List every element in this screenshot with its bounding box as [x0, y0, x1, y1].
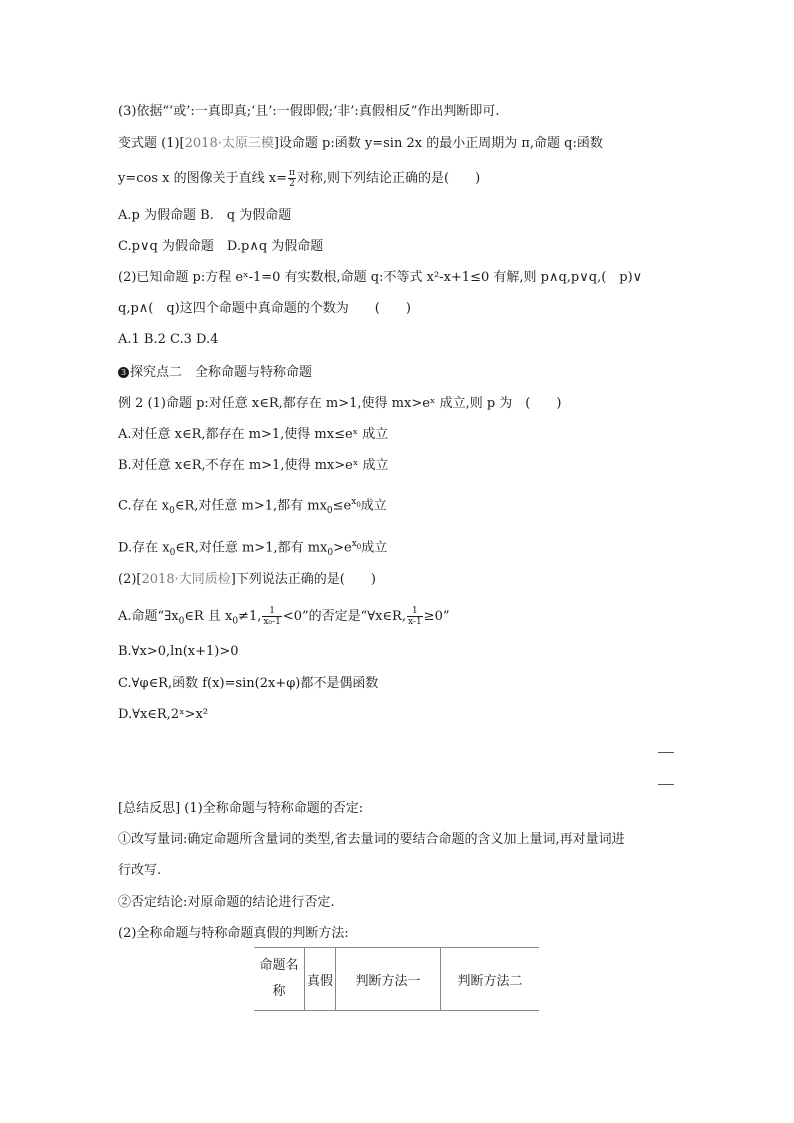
example2-option-c: C.存在 $x_0\in R$,对任意 m>1,都有 $mx_0\le e^{x_0}$成立: [118, 497, 387, 516]
summary-heading: [总结反思] (1)全称命题与特称命题的否定:: [118, 801, 364, 816]
fraction-one-over-x0-minus-1: $\frac{1}{\text{x₀-1}}$: [263, 606, 281, 627]
variant-options-ab: A.p 为假命题 B. q 为假命题: [118, 208, 292, 223]
margin-dash: [658, 784, 674, 785]
variant-line2-text: y=cos x 的图像关于直线 x=: [118, 171, 287, 186]
variant-q2-line1: (2)已知命题 p:方程 eˣ-1=0 有实数根,命题 q:不等式 x²-x+1≤0 有解,则 p∧q,p∨q,( p)∨: [118, 270, 643, 285]
example2-q2-source: 2018·大同质检: [141, 572, 231, 587]
summary-point2: ②否定结论:对原命题的结论进行否定.: [118, 895, 335, 910]
pi-over-2-fraction: $\frac{\pi}{2}$: [288, 168, 295, 189]
example2-option-a: A.对任意 x∈R,都存在 m>1,使得 mx≤eˣ 成立: [118, 427, 389, 442]
table-header-method2: 判断方法二: [441, 948, 540, 1011]
section-heading: [118, 363, 312, 383]
judgement-table: [254, 947, 539, 1011]
variant-source: 2018·太原三模: [184, 136, 274, 151]
variant-q2-line2: q,p∧( q)这四个命题中真命题的个数为 ( ): [118, 301, 411, 316]
variant-question-line1: [118, 134, 603, 154]
section-title: 探究点二 全称命题与特称命题: [130, 365, 313, 380]
variant-options-cd: C.p∨q 为假命题 D.p∧q 为假命题: [118, 239, 324, 254]
example2-q2-option-b: B.∀x>0,ln(x+1)>0: [118, 644, 239, 659]
margin-dash: [658, 752, 674, 753]
example2-option-b: B.对任意 x∈R,不存在 m>1,使得 mx>eˣ 成立: [118, 458, 389, 473]
example2-stem: 例 2 (1)命题 p:对任意 x∈R,都存在 m>1,使得 mx>eˣ 成立,则 p 为 ( ): [118, 396, 562, 411]
rule-note: (3)依据“‘或’:一真即真;‘且’:一假即假;‘非’:真假相反”作出判断即可.: [118, 104, 500, 119]
example2-q2-stem: (2)[2018·大同质检]下列说法正确的是( ): [118, 572, 376, 587]
table-header-truth: 真假: [305, 948, 336, 1011]
example2-option-d: D.存在 $x_0\in R$,对任意 m>1,都有 $mx_0>e^{x_0}$成立: [118, 539, 388, 558]
variant-line1-text: ]设命题 p:函数 y=sin 2x 的最小正周期为 π,命题 q:函数: [273, 136, 603, 151]
table-header-method1: 判断方法一: [336, 948, 441, 1011]
example2-q2-option-a: A.命题“$\exists x_0\in R$ 且 $x_0\ne 1$, $\frac{1}{\text{x₀-1}}$ <0”的否定是“∀x∈R, $\frac{1}{x-1}$ ≥0”: [118, 606, 450, 627]
variant-question-line2: [118, 168, 480, 189]
summary-point1-line1: ①改写量词:确定命题所含量词的类型,省去量词的要结合命题的含义加上量词,再对量词进: [118, 832, 625, 847]
section-number-badge: 3: [118, 367, 129, 378]
variant-q2-options: A.1 B.2 C.3 D.4: [118, 332, 219, 347]
table-header-name: 命题名 称: [254, 948, 305, 1011]
variant-label: 变式题 (1)[: [118, 136, 185, 151]
example2-q2-option-d: D.∀x∈R,2ˣ>x²: [118, 707, 209, 722]
table-header-row: [254, 948, 539, 1011]
example2-q2-option-c: C.∀φ∈R,函数 f(x)=sin(2x+φ)都不是偶函数: [118, 676, 379, 691]
summary-point3: (2)全称命题与特称命题真假的判断方法:: [118, 926, 349, 941]
summary-point1-line2: 行改写.: [118, 863, 162, 878]
fraction-one-over-x-minus-1: $\frac{1}{x-1}$: [407, 606, 422, 627]
variant-line2-tail: 对称,则下列结论正确的是( ): [296, 171, 481, 186]
